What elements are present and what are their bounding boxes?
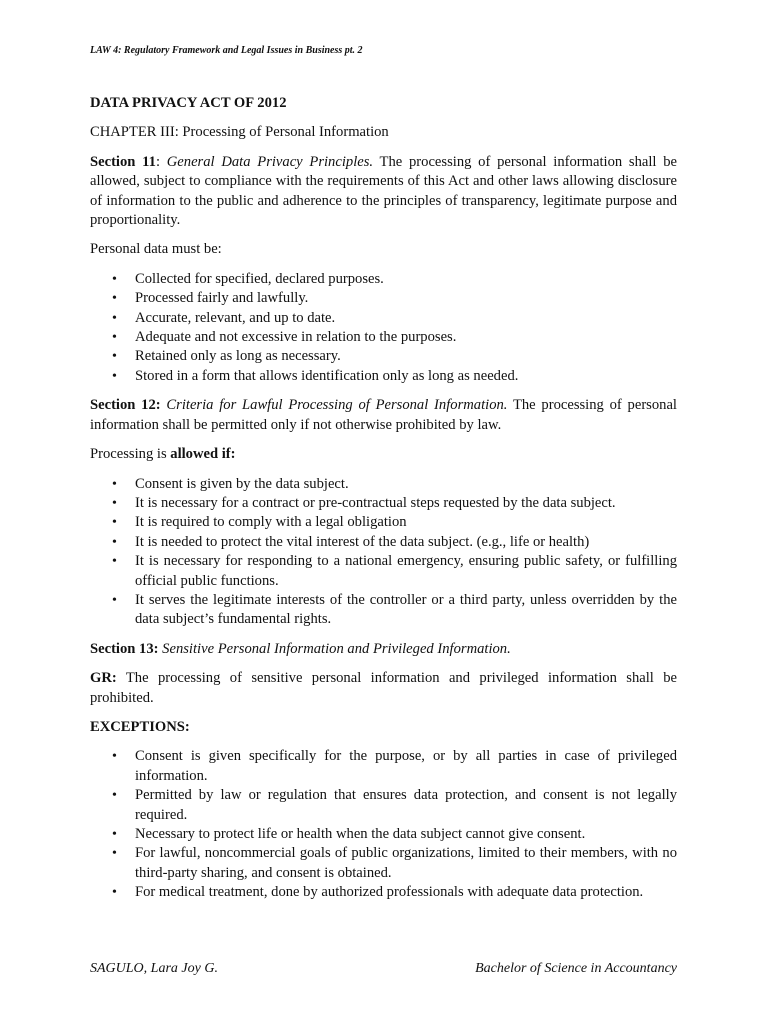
list-item <box>90 328 677 347</box>
section-13-heading: Sensitive Personal Information and Privileged Information. <box>162 640 511 657</box>
bullet-icon: • <box>112 271 117 287</box>
exceptions-list <box>90 747 677 902</box>
bullet-icon: • <box>112 515 117 531</box>
bullet-icon: • <box>112 330 117 346</box>
bullet-icon: • <box>112 846 117 862</box>
list-item <box>90 367 677 386</box>
list-item <box>90 786 677 825</box>
list-item-text: It is necessary for a contract or pre-contractual steps requested by the data subject. <box>135 494 616 511</box>
personal-data-list <box>90 270 677 386</box>
bullet-icon: • <box>112 749 117 765</box>
bullet-icon: • <box>112 788 117 804</box>
list-item <box>90 591 677 630</box>
list-item-text: For medical treatment, done by authorized professionals with adequate data protection. <box>135 884 644 901</box>
list-item-text: Retained only as long as necessary. <box>135 348 341 365</box>
list-item <box>90 533 677 552</box>
list-item <box>90 347 677 366</box>
document-title: DATA PRIVACY ACT OF 2012 <box>90 95 287 111</box>
list-item-text: It serves the legitimate interests of the controller or a third party, unless overridden by the data subject’s fundamental rights. <box>135 591 677 628</box>
section-12-label: Section 12: <box>90 397 161 414</box>
section-12-body: The processing of personal information shall be permitted only if not otherwise prohibited by law. <box>90 397 677 433</box>
gr-paragraph <box>90 669 677 708</box>
bullet-icon: • <box>112 349 117 365</box>
section-13-paragraph <box>90 640 677 659</box>
chapter-heading: CHAPTER III: Processing of Personal Information <box>90 124 389 141</box>
list-item-text: Adequate and not excessive in relation to the purposes. <box>135 329 457 346</box>
list-item-text: Accurate, relevant, and up to date. <box>135 309 336 326</box>
list-item <box>90 475 677 494</box>
bullet-icon: • <box>112 592 117 608</box>
list-item <box>90 883 677 902</box>
list-item-text: For lawful, noncommercial goals of public organizations, limited to their members, with no third-party sharing, and consent is obtained. <box>135 845 677 881</box>
section-13-label: Section 13: <box>90 640 159 657</box>
bullet-icon: • <box>112 310 117 326</box>
list-item-text: Consent is given by the data subject. <box>135 475 349 492</box>
personal-data-intro: Personal data must be: <box>90 241 222 258</box>
section-11-body: The processing of personal information shall be allowed, subject to compliance with the requirements of this Act and other laws allowing disclosure of information to the public and adherence to the principles of transparency, legitimate purpose and proportionality. <box>90 153 678 229</box>
processing-intro-prefix: Processing is <box>90 446 171 463</box>
bullet-icon: • <box>112 885 117 901</box>
gr-body: The processing of sensitive personal information and privileged information shall be prohibited. <box>90 670 677 706</box>
bullet-icon: • <box>112 827 117 842</box>
list-item-text: Collected for specified, declared purposes. <box>135 270 384 287</box>
list-item <box>90 289 677 308</box>
section-12-heading: Criteria for Lawful Processing of Personal Information. <box>166 397 508 414</box>
processing-list <box>90 475 677 630</box>
footer-program: Bachelor of Science in Accountancy <box>475 961 677 976</box>
bullet-icon: • <box>112 554 117 570</box>
bullet-icon: • <box>112 291 117 307</box>
list-item <box>90 309 677 328</box>
bullet-icon: • <box>112 495 117 511</box>
list-item <box>90 513 677 532</box>
list-item <box>90 747 677 786</box>
bullet-icon: • <box>112 368 117 384</box>
bullet-icon: • <box>112 476 117 492</box>
page-header: LAW 4: Regulatory Framework and Legal Issues in Business pt. 2 <box>90 45 363 56</box>
list-item-text: It is required to comply with a legal obligation <box>135 514 407 531</box>
list-item <box>90 270 677 289</box>
bullet-icon: • <box>112 534 117 550</box>
section-11-paragraph <box>90 153 677 231</box>
section-11-label: Section 11 <box>90 153 156 170</box>
section-12-paragraph <box>90 396 677 435</box>
list-item <box>90 494 677 513</box>
list-item <box>90 844 677 883</box>
list-item-text: Processed fairly and lawfully. <box>135 290 309 307</box>
list-item-text: Necessary to protect life or health when the data subject cannot give consent. <box>135 826 586 842</box>
gr-label: GR: <box>90 670 117 687</box>
section-11-heading: General Data Privacy Principles. <box>166 153 374 170</box>
document-body <box>90 94 677 913</box>
list-item-text: Permitted by law or regulation that ensures data protection, and consent is not legally required. <box>135 787 677 823</box>
list-item-text: Consent is given specifically for the purpose, or by all parties in case of privileged information. <box>135 748 677 784</box>
list-item-text: It is needed to protect the vital interest of the data subject. (e.g., life or health) <box>135 533 590 550</box>
footer-author: SAGULO, Lara Joy G. <box>90 961 218 976</box>
document-page <box>90 0 677 1024</box>
list-item <box>90 552 677 591</box>
section-11-separator: : <box>155 153 167 170</box>
list-item-text: Stored in a form that allows identification only as long as needed. <box>135 367 519 384</box>
exceptions-label: EXCEPTIONS: <box>90 718 190 735</box>
processing-intro-bold: allowed if: <box>170 446 236 463</box>
processing-intro <box>90 445 677 464</box>
list-item <box>90 825 677 844</box>
list-item-text: It is necessary for responding to a national emergency, ensuring public safety, or fulfilling official public functions. <box>135 553 677 589</box>
